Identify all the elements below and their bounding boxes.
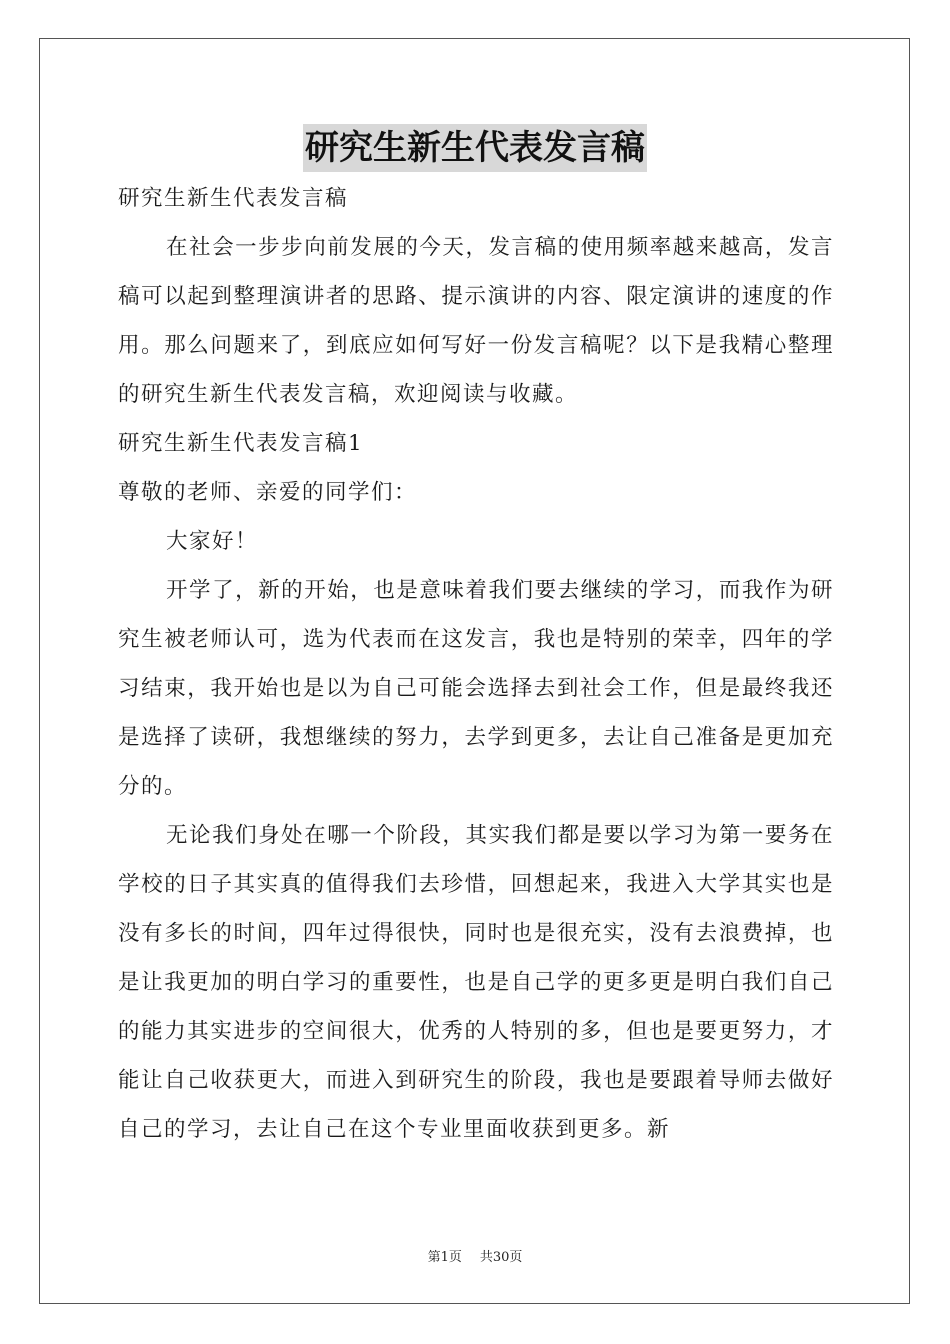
paragraph-section-heading: 研究生新生代表发言稿1 (118, 431, 364, 456)
paragraph-salutation: 尊敬的老师、亲爱的同学们： (118, 480, 418, 505)
paragraph-subtitle: 研究生新生代表发言稿 (118, 186, 349, 211)
page-total: 共30页 (479, 1250, 523, 1265)
paragraph-body-2: 无论我们身处在哪一个阶段，其实我们都是要以学习为第一要务在学校的日子其实真的值得我们去珍惜，回想起来，我进入大学其实也是没有多长的时间，四年过得很快，同时也是很充实，没有去浪费掉，也是让我更加的明白学习的重要性，也是自己学的更多更是明白我们自己的能力其实进步的空间很大，优秀的人特别的多，但也是要更努力，才能让自己收获更大，而进入到研究生的阶段，我也是要跟着导师去做好自己的学习，去让自己在这个专业里面收获到更多。新 (118, 823, 834, 1142)
document-body (118, 174, 834, 1154)
paragraph-intro: 在社会一步步向前发展的今天，发言稿的使用频率越来越高，发言稿可以起到整理演讲者的思路、提示演讲的内容、限定演讲的速度的作用。那么问题来了，到底应如何写好一份发言稿呢？以下是我精心整理的研究生新生代表发言稿，欢迎阅读与收藏。 (118, 235, 834, 407)
document-title-container (0, 124, 950, 172)
page-footer (0, 1246, 950, 1265)
paragraph-body-1: 开学了，新的开始，也是意味着我们要去继续的学习，而我作为研究生被老师认可，选为代表而在这发言，我也是特别的荣幸，四年的学习结束，我开始也是以为自己可能会选择去到社会工作，但是最终我还是选择了读研，我想继续的努力，去学到更多，去让自己准备是更加充分的。 (118, 578, 834, 799)
document-title: 研究生新生代表发言稿 (303, 124, 647, 172)
paragraph-greeting: 大家好！ (166, 529, 259, 554)
page-number: 第1页 (427, 1250, 462, 1265)
